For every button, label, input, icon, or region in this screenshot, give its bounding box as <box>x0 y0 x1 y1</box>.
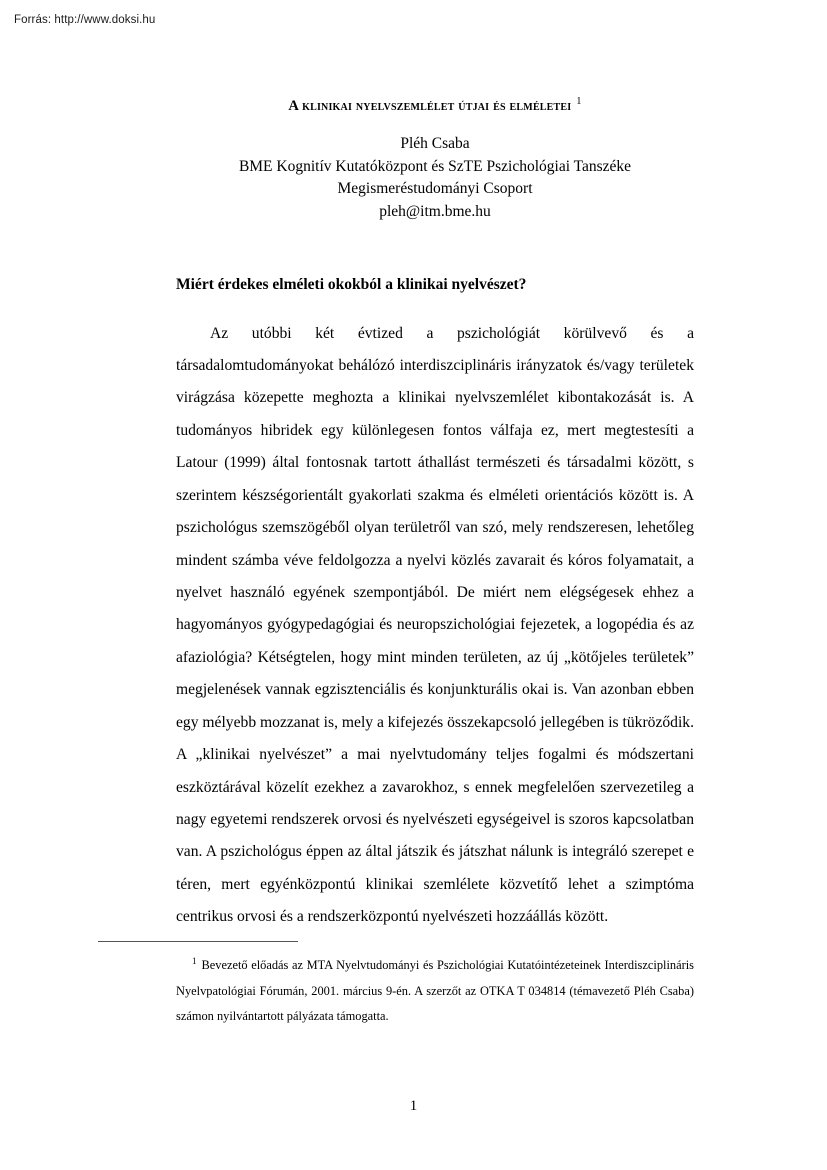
page-title <box>176 0 694 115</box>
document-content <box>176 0 694 934</box>
author-block <box>176 133 694 224</box>
page-number: 1 <box>409 1098 418 1114</box>
body-paragraph: Az utóbbi két évtized a pszichológiát körülvevő és a társadalomtudományokat behálózó interdiszciplináris irányzatok és/vagy területek virágzása közepette meghozta a klinikai nyelvszemlélet kibontakozását is. A tudományos hibridek egy különlegesen fontos válfaja ez, mert megtestesíti a Latour (1999) által fontosnak tartott áthallást természeti és társadalmi között, s szerintem készségorientált gyakorlati szakma és elméleti orientációs között is. A pszichológus szemszögéből olyan területről van szó, mely rendszeresen, lehetőleg mindent számba véve feldolgozza a nyelvi közlés zavarait és kóros folyamatait, a nyelvet használó egyének szempontjából. De miért nem elégségesek ehhez a hagyományos gyógypedagógiai és neuropszichológiai fejezetek, a logopédia és az afaziológia? Kétségtelen, hogy mint minden területen, az új „kötőjeles területek” megjelenések vannak egzisztenciális és konjunkturális okai is. Van azonban ebben egy mélyebb mozzanat is, mely a kifejezés összekapcsoló jellegében is tükröződik. A „klinikai nyelvészet” a mai nyelvtudomány teljes fogalmi és módszertani eszköztárával közelít ezekhez a zavarokhoz, s ennek megfelelően szervezetileg a nagy egyetemi rendszerek orvosi és nyelvészeti egységeivel is szoros kapcsolatban van. A pszichológus éppen az által játszik és játszhat nálunk is integráló szerepet e téren, mert egyénközpontú klinikai szemlélete közvetítő lehet a szimptóma centrikus orvosi és a rendszerközpontú nyelvészeti hozzáállás között. <box>176 324 694 926</box>
source-watermark: Forrás: http://www.doksi.hu <box>14 14 156 26</box>
footnote-number: 1 <box>192 956 197 966</box>
page-title-text: A klinikai nyelvszemlélet útjai és elméletei <box>288 97 572 114</box>
footnote-text <box>176 952 694 1029</box>
author-name: Pléh Csaba <box>400 134 470 152</box>
section-heading: Miért érdekes elméleti okokból a klinikai nyelvészet? <box>176 276 527 294</box>
affiliation-line-1: BME Kognitív Kutatóközpont és SzTE Pszichológiai Tanszéke <box>238 157 632 175</box>
affiliation-line-2: Megismeréstudományi Csoport <box>337 180 533 198</box>
footnote-body: Bevezető előadás az MTA Nyelvtudományi és Pszichológiai Kutatóintézeteinek Interdiszciplináris Nyelvpatológiai Fórumán, 2001. március 9-én. A szerzőt az OTKA T 034814 (témavezető Pléh Csaba) számon nyilvántartott pályázata támogatta. <box>176 958 694 1023</box>
footnote-separator-rule <box>98 941 298 942</box>
author-email: pleh@itm.bme.hu <box>379 202 491 220</box>
title-footnote-marker: 1 <box>576 96 582 107</box>
